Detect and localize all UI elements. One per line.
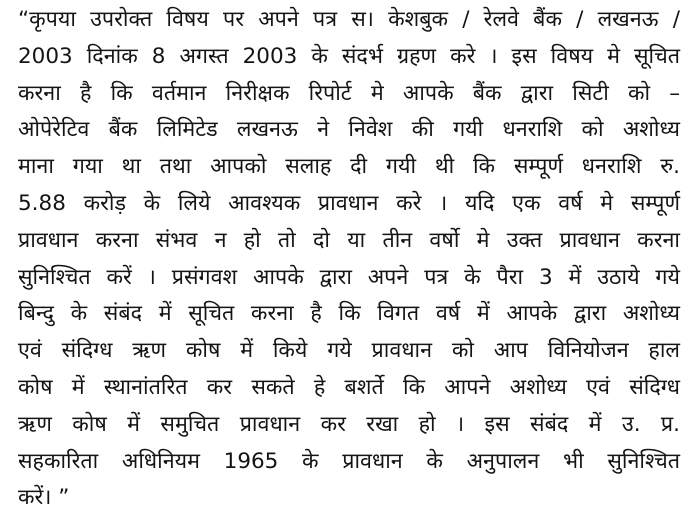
text-line-3: करना है कि वर्तमान निरीक्षक रिपोर्ट मे आपके बैंक द्वारा सिटी को –: [18, 80, 680, 106]
text-line-2: 2003 दिनांक 8 अगस्त 2003 के संदर्भ ग्रहण करे । इस विषय मे सूचित: [18, 43, 680, 69]
text-line-8: सुनिश्चित करें । प्रसंगवश आपके द्वारा अपने पत्र के पैरा 3 में उठाये गये: [18, 264, 680, 290]
text-line-5: माना गया था तथा आपको सलाह दी गयी थी कि सम्पूर्ण धनराशि रु.: [18, 154, 680, 180]
text-line-7: प्रावधान करना संभव न हो तो दो या तीन वर्षो मे उक्त प्रावधान करना: [18, 227, 680, 253]
text-line-13: सहकारिता अधिनियम 1965 के प्रावधान के अनुपालन भी सुनिश्चित: [18, 448, 680, 474]
text-line-11: कोष में स्थानांतरित कर सकते हे बशर्ते कि आपने अशोध्य एवं संदिग्ध: [18, 374, 680, 400]
text-line-12: ऋण कोष में समुचित प्रावधान कर रखा हो । इस संबंद में उ. प्र.: [18, 411, 680, 437]
quoted-paragraph: [18, 2, 680, 517]
text-line-10: एवं संदिग्ध ऋण कोष में किये गये प्रावधान को आप विनियोजन हाल: [18, 338, 680, 364]
text-line-6: 5.88 करोड़ के लिये आवश्यक प्रावधान करे । यदि एक वर्ष मे सम्पूर्ण: [18, 190, 680, 216]
text-line-1: “कृपया उपरोक्त विषय पर अपने पत्र स। केशबुक / रेलवे बैंक / लखनऊ /: [18, 7, 680, 32]
text-line-9: बिन्दु के संबंद में सूचित करना है कि विगत वर्ष में आपके द्वारा अशोध्य: [18, 301, 680, 327]
text-line-4: ओपेरेटिव बैंक लिमिटेड लखनऊ ने निवेश की गयी धनराशि को अशोध्य: [18, 117, 680, 143]
text-line-14: करें। ”: [18, 485, 70, 511]
